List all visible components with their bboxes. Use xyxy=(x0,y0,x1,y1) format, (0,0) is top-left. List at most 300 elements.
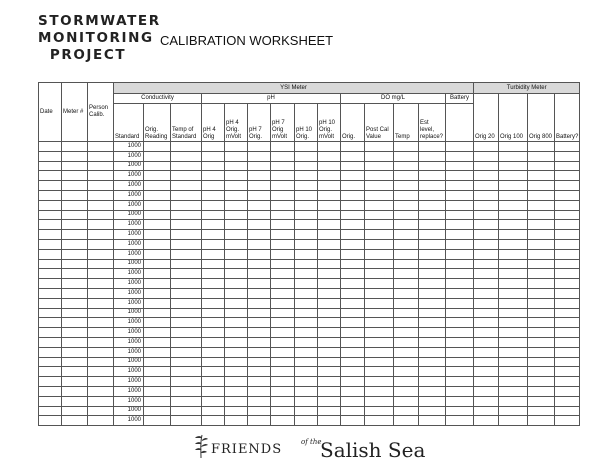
blank-cell xyxy=(419,396,446,406)
blank-cell xyxy=(225,239,248,249)
header-do-orig: Orig. xyxy=(341,104,365,142)
blank-cell xyxy=(419,230,446,240)
blank-cell xyxy=(88,161,114,171)
blank-cell xyxy=(202,308,225,318)
blank-cell xyxy=(446,377,474,387)
blank-cell xyxy=(365,357,394,367)
blank-cell xyxy=(271,328,295,338)
blank-cell xyxy=(202,328,225,338)
blank-cell xyxy=(171,308,202,318)
blank-cell xyxy=(555,367,580,377)
blank-cell xyxy=(295,347,318,357)
blank-cell xyxy=(202,347,225,357)
blank-cell xyxy=(474,181,499,191)
table-row xyxy=(39,416,580,426)
table-row xyxy=(39,337,580,347)
blank-cell xyxy=(62,308,88,318)
blank-cell xyxy=(88,377,114,387)
blank-cell xyxy=(144,220,171,230)
blank-cell xyxy=(318,377,341,387)
blank-cell xyxy=(62,151,88,161)
blank-cell xyxy=(446,347,474,357)
blank-cell xyxy=(248,171,271,181)
standard-value-cell: 1000 xyxy=(114,318,144,328)
blank-cell xyxy=(248,288,271,298)
header-orig-reading: Orig. Reading xyxy=(144,104,171,142)
blank-cell xyxy=(318,190,341,200)
blank-cell xyxy=(499,181,528,191)
blank-cell xyxy=(341,190,365,200)
blank-cell xyxy=(88,239,114,249)
blank-cell xyxy=(555,279,580,289)
blank-cell xyxy=(271,279,295,289)
blank-cell xyxy=(171,259,202,269)
header-person-calib: Person Calib. xyxy=(88,83,114,142)
blank-cell xyxy=(225,416,248,426)
blank-cell xyxy=(295,230,318,240)
blank-cell xyxy=(555,190,580,200)
subheader-do: DO mg/L xyxy=(341,94,446,104)
standard-value-cell: 1000 xyxy=(114,288,144,298)
blank-cell xyxy=(446,161,474,171)
blank-cell xyxy=(446,298,474,308)
blank-cell xyxy=(499,269,528,279)
blank-cell xyxy=(446,269,474,279)
blank-cell xyxy=(394,386,419,396)
blank-cell xyxy=(88,151,114,161)
blank-cell xyxy=(295,239,318,249)
standard-value-cell: 1000 xyxy=(114,279,144,289)
blank-cell xyxy=(419,142,446,152)
standard-value-cell: 1000 xyxy=(114,230,144,240)
blank-cell xyxy=(419,259,446,269)
blank-cell xyxy=(318,328,341,338)
blank-cell xyxy=(419,171,446,181)
blank-cell xyxy=(39,259,62,269)
blank-cell xyxy=(499,279,528,289)
blank-cell xyxy=(419,269,446,279)
standard-value-cell: 1000 xyxy=(114,406,144,416)
blank-cell xyxy=(528,210,555,220)
blank-cell xyxy=(419,298,446,308)
standard-value-cell: 1000 xyxy=(114,337,144,347)
blank-cell xyxy=(248,200,271,210)
blank-cell xyxy=(171,367,202,377)
blank-cell xyxy=(144,377,171,387)
blank-cell xyxy=(202,367,225,377)
blank-cell xyxy=(446,259,474,269)
blank-cell xyxy=(446,230,474,240)
blank-cell xyxy=(528,200,555,210)
blank-cell xyxy=(88,298,114,308)
blank-cell xyxy=(295,288,318,298)
blank-cell xyxy=(171,230,202,240)
blank-cell xyxy=(88,279,114,289)
table-row xyxy=(39,239,580,249)
blank-cell xyxy=(555,220,580,230)
blank-cell xyxy=(499,328,528,338)
blank-cell xyxy=(202,269,225,279)
blank-cell xyxy=(474,161,499,171)
blank-cell xyxy=(62,406,88,416)
blank-cell xyxy=(318,220,341,230)
blank-cell xyxy=(419,377,446,387)
blank-cell xyxy=(446,151,474,161)
blank-cell xyxy=(499,396,528,406)
blank-cell xyxy=(446,288,474,298)
group-header-turbidity-meter: Turbidity Meter xyxy=(474,83,580,94)
header-date: Date xyxy=(39,83,62,142)
blank-cell xyxy=(365,328,394,338)
blank-cell xyxy=(248,230,271,240)
blank-cell xyxy=(394,259,419,269)
blank-cell xyxy=(555,288,580,298)
blank-cell xyxy=(248,416,271,426)
blank-cell xyxy=(365,190,394,200)
blank-cell xyxy=(202,151,225,161)
blank-cell xyxy=(474,190,499,200)
blank-cell xyxy=(474,318,499,328)
blank-cell xyxy=(341,396,365,406)
blank-cell xyxy=(225,288,248,298)
blank-cell xyxy=(419,220,446,230)
blank-cell xyxy=(62,357,88,367)
blank-cell xyxy=(365,298,394,308)
blank-cell xyxy=(271,386,295,396)
blank-cell xyxy=(365,318,394,328)
standard-value-cell: 1000 xyxy=(114,220,144,230)
blank-cell xyxy=(144,171,171,181)
blank-cell xyxy=(225,377,248,387)
logo-line-2: MONITORING xyxy=(38,30,154,46)
blank-cell xyxy=(499,171,528,181)
blank-cell xyxy=(394,416,419,426)
blank-cell xyxy=(171,239,202,249)
blank-cell xyxy=(555,171,580,181)
blank-cell xyxy=(171,288,202,298)
table-row xyxy=(39,288,580,298)
blank-cell xyxy=(62,249,88,259)
table-row xyxy=(39,230,580,240)
blank-cell xyxy=(171,357,202,367)
blank-cell xyxy=(88,337,114,347)
blank-cell xyxy=(295,318,318,328)
blank-cell xyxy=(62,171,88,181)
header-post-cal-value: Post Cal Value xyxy=(365,104,394,142)
blank-cell xyxy=(271,416,295,426)
blank-cell xyxy=(171,210,202,220)
blank-cell xyxy=(394,279,419,289)
blank-cell xyxy=(394,318,419,328)
blank-cell xyxy=(88,142,114,152)
blank-cell xyxy=(341,151,365,161)
blank-cell xyxy=(394,210,419,220)
blank-cell xyxy=(144,357,171,367)
blank-cell xyxy=(62,367,88,377)
blank-cell xyxy=(474,279,499,289)
blank-cell xyxy=(365,308,394,318)
header-meter: Meter # xyxy=(62,83,88,142)
blank-cell xyxy=(225,269,248,279)
blank-cell xyxy=(202,230,225,240)
blank-cell xyxy=(62,337,88,347)
blank-cell xyxy=(39,328,62,338)
blank-cell xyxy=(318,200,341,210)
blank-cell xyxy=(39,279,62,289)
blank-cell xyxy=(144,367,171,377)
blank-cell xyxy=(248,308,271,318)
table-row xyxy=(39,181,580,191)
blank-cell xyxy=(295,406,318,416)
blank-cell xyxy=(171,328,202,338)
blank-cell xyxy=(225,357,248,367)
blank-cell xyxy=(341,142,365,152)
blank-cell xyxy=(295,337,318,347)
blank-cell xyxy=(248,259,271,269)
blank-cell xyxy=(528,357,555,367)
blank-cell xyxy=(248,239,271,249)
blank-cell xyxy=(318,210,341,220)
table-row xyxy=(39,298,580,308)
blank-cell xyxy=(365,181,394,191)
header-orig-20: Orig 20 xyxy=(474,94,499,142)
blank-cell xyxy=(318,357,341,367)
table-body xyxy=(39,142,580,426)
blank-cell xyxy=(62,220,88,230)
blank-cell xyxy=(318,406,341,416)
blank-cell xyxy=(365,288,394,298)
blank-cell xyxy=(88,200,114,210)
blank-cell xyxy=(365,259,394,269)
blank-cell xyxy=(295,210,318,220)
blank-cell xyxy=(39,298,62,308)
blank-cell xyxy=(39,171,62,181)
blank-cell xyxy=(419,239,446,249)
blank-cell xyxy=(394,181,419,191)
blank-cell xyxy=(248,298,271,308)
blank-cell xyxy=(474,337,499,347)
blank-cell xyxy=(365,406,394,416)
blank-cell xyxy=(474,288,499,298)
table-row xyxy=(39,367,580,377)
blank-cell xyxy=(39,416,62,426)
blank-cell xyxy=(394,171,419,181)
blank-cell xyxy=(365,386,394,396)
blank-cell xyxy=(394,288,419,298)
blank-cell xyxy=(474,210,499,220)
standard-value-cell: 1000 xyxy=(114,181,144,191)
blank-cell xyxy=(171,279,202,289)
calibration-table xyxy=(38,82,580,426)
blank-cell xyxy=(555,200,580,210)
blank-cell xyxy=(318,161,341,171)
blank-cell xyxy=(144,230,171,240)
blank-cell xyxy=(365,210,394,220)
blank-cell xyxy=(202,161,225,171)
blank-cell xyxy=(499,249,528,259)
blank-cell xyxy=(225,181,248,191)
blank-cell xyxy=(341,259,365,269)
blank-cell xyxy=(271,357,295,367)
blank-cell xyxy=(555,377,580,387)
blank-cell xyxy=(474,239,499,249)
blank-cell xyxy=(499,308,528,318)
blank-cell xyxy=(446,318,474,328)
blank-cell xyxy=(318,347,341,357)
blank-cell xyxy=(318,142,341,152)
blank-cell xyxy=(528,142,555,152)
blank-cell xyxy=(341,337,365,347)
blank-cell xyxy=(341,239,365,249)
blank-cell xyxy=(171,337,202,347)
blank-cell xyxy=(474,249,499,259)
table-row xyxy=(39,220,580,230)
blank-cell xyxy=(88,328,114,338)
blank-cell xyxy=(171,386,202,396)
blank-cell xyxy=(202,239,225,249)
blank-cell xyxy=(394,406,419,416)
blank-cell xyxy=(419,200,446,210)
blank-cell xyxy=(248,161,271,171)
blank-cell xyxy=(271,396,295,406)
blank-cell xyxy=(419,318,446,328)
blank-cell xyxy=(62,190,88,200)
blank-cell xyxy=(528,298,555,308)
blank-cell xyxy=(499,288,528,298)
blank-cell xyxy=(39,347,62,357)
blank-cell xyxy=(446,396,474,406)
blank-cell xyxy=(202,190,225,200)
logo-line-1: STORMWATER xyxy=(38,13,161,29)
blank-cell xyxy=(341,181,365,191)
blank-cell xyxy=(365,367,394,377)
blank-cell xyxy=(341,308,365,318)
blank-cell xyxy=(528,230,555,240)
standard-value-cell: 1000 xyxy=(114,200,144,210)
blank-cell xyxy=(318,259,341,269)
blank-cell xyxy=(555,396,580,406)
blank-cell xyxy=(446,239,474,249)
blank-cell xyxy=(202,416,225,426)
blank-cell xyxy=(499,151,528,161)
blank-cell xyxy=(39,200,62,210)
blank-cell xyxy=(144,396,171,406)
blank-cell xyxy=(39,142,62,152)
blank-cell xyxy=(341,367,365,377)
blank-cell xyxy=(39,249,62,259)
blank-cell xyxy=(62,288,88,298)
blank-cell xyxy=(318,318,341,328)
blank-cell xyxy=(555,269,580,279)
standard-value-cell: 1000 xyxy=(114,377,144,387)
group-header-ysi-meter: YSI Meter xyxy=(114,83,474,94)
blank-cell xyxy=(419,151,446,161)
blank-cell xyxy=(88,396,114,406)
blank-cell xyxy=(474,171,499,181)
table-row xyxy=(39,318,580,328)
blank-cell xyxy=(202,200,225,210)
blank-cell xyxy=(394,347,419,357)
blank-cell xyxy=(341,161,365,171)
blank-cell xyxy=(474,230,499,240)
standard-value-cell: 1000 xyxy=(114,367,144,377)
blank-cell xyxy=(419,210,446,220)
header-temp-of-standard: Temp of Standard xyxy=(171,104,202,142)
blank-cell xyxy=(341,220,365,230)
table-row xyxy=(39,377,580,387)
blank-cell xyxy=(341,318,365,328)
blank-cell xyxy=(474,406,499,416)
blank-cell xyxy=(419,367,446,377)
blank-cell xyxy=(144,308,171,318)
blank-cell xyxy=(225,210,248,220)
standard-value-cell: 1000 xyxy=(114,328,144,338)
blank-cell xyxy=(144,210,171,220)
blank-cell xyxy=(248,269,271,279)
blank-cell xyxy=(555,249,580,259)
blank-cell xyxy=(62,396,88,406)
blank-cell xyxy=(419,161,446,171)
blank-cell xyxy=(365,337,394,347)
blank-cell xyxy=(318,279,341,289)
blank-cell xyxy=(271,269,295,279)
blank-cell xyxy=(39,357,62,367)
blank-cell xyxy=(499,318,528,328)
blank-cell xyxy=(419,416,446,426)
blank-cell xyxy=(295,298,318,308)
blank-cell xyxy=(446,249,474,259)
blank-cell xyxy=(365,416,394,426)
blank-cell xyxy=(225,259,248,269)
blank-cell xyxy=(365,151,394,161)
blank-cell xyxy=(555,230,580,240)
blank-cell xyxy=(394,367,419,377)
blank-cell xyxy=(394,269,419,279)
blank-cell xyxy=(271,210,295,220)
blank-cell xyxy=(144,259,171,269)
blank-cell xyxy=(318,171,341,181)
blank-cell xyxy=(171,161,202,171)
blank-cell xyxy=(271,298,295,308)
header-ph4-orig-mvolt: pH 4 Orig. mVolt xyxy=(225,104,248,142)
blank-cell xyxy=(528,347,555,357)
blank-cell xyxy=(248,318,271,328)
table-row xyxy=(39,328,580,338)
blank-cell xyxy=(555,239,580,249)
blank-cell xyxy=(202,318,225,328)
blank-cell xyxy=(62,298,88,308)
blank-cell xyxy=(144,318,171,328)
blank-cell xyxy=(474,328,499,338)
blank-cell xyxy=(144,181,171,191)
blank-cell xyxy=(528,249,555,259)
header-ph4-orig: pH 4 Orig xyxy=(202,104,225,142)
blank-cell xyxy=(528,318,555,328)
blank-cell xyxy=(318,239,341,249)
blank-cell xyxy=(144,298,171,308)
blank-cell xyxy=(528,259,555,269)
blank-cell xyxy=(419,249,446,259)
blank-cell xyxy=(248,220,271,230)
blank-cell xyxy=(144,347,171,357)
blank-cell xyxy=(225,308,248,318)
header-ph10-orig: pH 10 Orig. xyxy=(295,104,318,142)
blank-cell xyxy=(62,142,88,152)
blank-cell xyxy=(499,337,528,347)
blank-cell xyxy=(341,171,365,181)
blank-cell xyxy=(88,190,114,200)
blank-cell xyxy=(62,210,88,220)
